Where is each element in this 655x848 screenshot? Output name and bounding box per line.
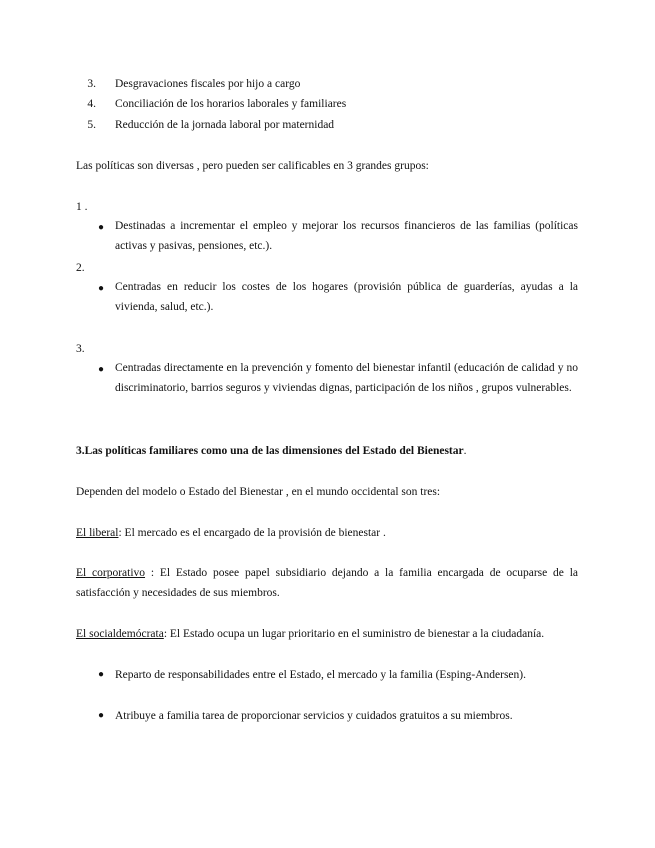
group-text: Centradas directamente en la prevención y fomento del bienestar infantil (educación de calidad y no discriminatorio, barrios seguros y viviendas dignas, participación de los niños , grupos vulnerables.: [115, 362, 578, 394]
group-label: 2.: [76, 262, 85, 274]
list-number: 3.: [87, 78, 96, 90]
model-term: El socialdemócrata: [76, 628, 164, 640]
model-text: : El mercado es el encargado de la provisión de bienestar .: [118, 527, 386, 539]
models-intro: Dependen del modelo o Estado del Bienestar , en el mundo occidental son tres:: [76, 486, 441, 498]
model-socialdemocrata: [76, 627, 544, 641]
model-corporativo: [76, 563, 578, 603]
group-label: 1 .: [76, 201, 88, 213]
bullet-icon: ●: [98, 222, 105, 233]
bullet-icon: ●: [98, 364, 105, 375]
section-heading-suffix: .: [463, 445, 467, 457]
intro-paragraph: Las políticas son diversas , pero pueden ser calificables en 3 grandes grupos:: [76, 160, 429, 172]
bullet-icon: ●: [98, 710, 105, 721]
group-text: Destinadas a incrementar el empleo y mejorar los recursos financieros de las familias (políticas activas y pasivas, pensiones, etc.).: [115, 220, 578, 252]
final-bullet-text: Atribuye a familia tarea de proporcionar servicios y cuidados gratuitos a su miembros.: [115, 710, 513, 722]
list-item-text: Desgravaciones fiscales por hijo a cargo: [115, 78, 301, 90]
model-text: : El Estado posee papel subsidiario dejando a la familia encargada de ocuparse de la satisfacción y necesidades de sus miembros.: [76, 567, 578, 599]
list-number: 4.: [87, 98, 96, 110]
group-text: Centradas en reducir los costes de los hogares (provisión pública de guarderías, ayudas a la vivienda, salud, etc.).: [115, 281, 578, 313]
section-heading: [76, 444, 466, 458]
section-heading-text: 3.Las políticas familiares como una de las dimensiones del Estado del Bienestar: [76, 445, 464, 457]
bullet-icon: ●: [98, 669, 105, 680]
list-number: 5.: [87, 119, 96, 131]
final-bullet-text: Reparto de responsabilidades entre el Estado, el mercado y la familia (Esping-Andersen).: [115, 669, 526, 681]
model-liberal: [76, 526, 386, 540]
group-label: 3.: [76, 343, 85, 355]
model-term: El corporativo: [76, 567, 146, 579]
model-term: El liberal: [76, 527, 119, 539]
list-item-text: Conciliación de los horarios laborales y familiares: [115, 98, 347, 110]
bullet-icon: ●: [98, 283, 105, 294]
model-text: : El Estado ocupa un lugar prioritario en el suministro de bienestar a la ciudadanía.: [163, 628, 545, 640]
list-item-text: Reducción de la jornada laboral por maternidad: [115, 119, 335, 131]
